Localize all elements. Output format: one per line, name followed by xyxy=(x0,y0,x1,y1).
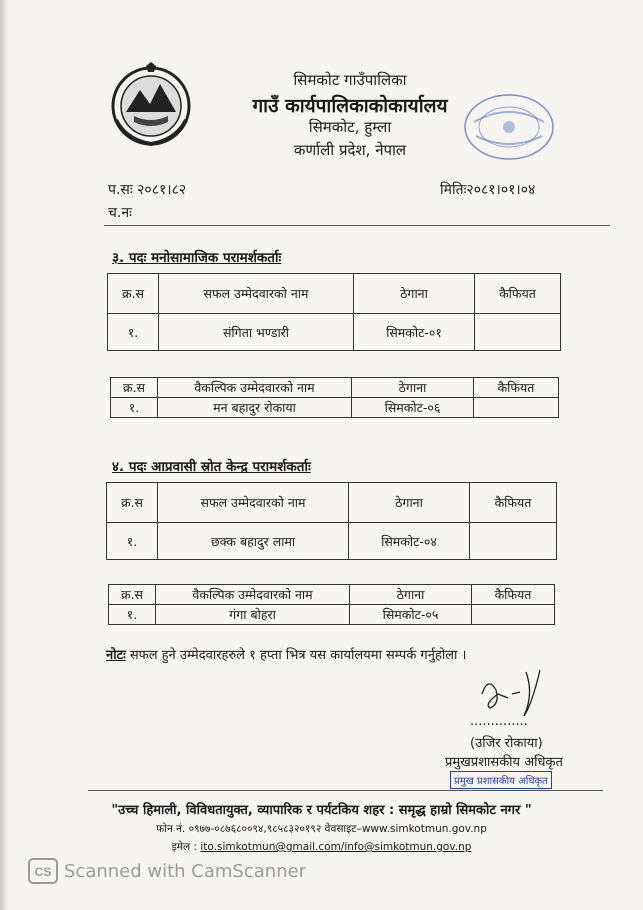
designation-stamp: प्रमुख प्रशासकीय अधिकृत xyxy=(450,771,552,789)
municipality-name: सिमकोट गाउँपालिका xyxy=(293,71,407,89)
table-cell: सिमकोट-०५ xyxy=(350,605,472,625)
table-header: कैफियत xyxy=(474,378,559,398)
table-header: क्र.स xyxy=(111,378,158,398)
note-label: नोटः xyxy=(106,648,126,663)
svg-text:CS: CS xyxy=(34,865,52,879)
table-header-row xyxy=(107,483,557,523)
table-header: वैकल्पिक उम्मेदवारको नाम xyxy=(156,585,350,605)
successful-candidates-table xyxy=(106,482,557,560)
table-header: ठेगाना xyxy=(349,483,470,523)
table-cell xyxy=(475,314,561,351)
table-header-row xyxy=(108,274,561,314)
alternate-candidates-table xyxy=(108,584,555,625)
table-row xyxy=(108,314,561,351)
scan-edge-shadow xyxy=(0,0,8,910)
table-cell: सिमकोट-०६ xyxy=(352,398,474,418)
scanner-watermark-text: Scanned with CamScanner xyxy=(64,861,307,882)
province-address: कर्णाली प्रदेश, नेपाल xyxy=(293,141,407,159)
note-text: सफल हुने उम्मेदवारहरुले १ हप्ता भित्र यस कार्यालयमा सम्पर्क गर्नुहोला । xyxy=(125,648,467,663)
table-cell xyxy=(472,605,555,625)
table-header: ठेगाना xyxy=(352,378,474,398)
header-divider xyxy=(104,225,610,226)
office-address: सिमकोट, हुम्ला xyxy=(308,118,392,136)
table-cell: १. xyxy=(108,314,159,351)
table-header: सफल उम्मेदवारको नाम xyxy=(159,274,354,314)
letter-number: प.सः २०८१।८२ xyxy=(108,182,187,198)
signature-line: .............. xyxy=(470,714,528,729)
table-row xyxy=(107,523,557,560)
email-link[interactable]: ito.simkotmun@gmail.com/info@simkotmun.gov.np xyxy=(200,841,472,853)
table-cell: १. xyxy=(111,398,158,418)
table-cell: १. xyxy=(107,523,158,560)
signatory-name: (उजिर रोकाया) xyxy=(470,736,543,751)
office-title: गाउँ कार्यपालिकाकोकार्यालय xyxy=(252,95,448,117)
nepal-emblem-logo xyxy=(106,60,196,148)
note-paragraph xyxy=(106,645,466,663)
table-cell: सिमकोट-०१ xyxy=(354,314,475,351)
table-cell: मन बहादुर रोकाया xyxy=(158,398,352,418)
camscanner-icon xyxy=(28,858,58,884)
table-cell xyxy=(474,398,559,418)
table-row xyxy=(111,398,559,418)
footer-email xyxy=(0,840,643,854)
successful-candidates-table xyxy=(107,273,561,351)
footer-contact: फोन नं. ०९७७-०८७६८००९४,९८५८३२०१९२ वेवसाइट–www.simkotmun.gov.np xyxy=(156,823,487,835)
table-header: क्र.स xyxy=(108,274,159,314)
footer-motto: "उच्च हिमाली, विविधतायुक्त, व्यापारिक र पर्यटकिय शहर : समृद्ध हाम्रो सिमकोट नगर " xyxy=(111,803,532,818)
table-header: ठेगाना xyxy=(354,274,475,314)
table-cell: गंगा बोहरा xyxy=(156,605,350,625)
table-row xyxy=(109,605,555,625)
footer-divider xyxy=(88,790,603,791)
table-header: ठेगाना xyxy=(350,585,472,605)
table-header-row xyxy=(111,378,559,398)
table-cell xyxy=(470,523,557,560)
table-cell: संगिता भण्डारी xyxy=(159,314,354,351)
table-cell: छक्क बहादुर लामा xyxy=(158,523,349,560)
alternate-candidates-table xyxy=(110,377,559,418)
signatory-title: प्रमुखप्रशासकीय अधिकृत xyxy=(445,755,563,770)
table-header: कैफियत xyxy=(472,585,555,605)
table-header: सफल उम्मेदवारको नाम xyxy=(158,483,349,523)
email-label: इमेल : xyxy=(171,841,198,853)
table-cell: १. xyxy=(109,605,156,625)
table-cell: सिमकोट-०४ xyxy=(349,523,470,560)
letter-date: मितिः२०८१।०१।०४ xyxy=(440,182,536,198)
table-header: कैफियत xyxy=(470,483,557,523)
table-header-row xyxy=(109,585,555,605)
table-header: वैकल्पिक उम्मेदवारको नाम xyxy=(158,378,352,398)
section-title: ४. पदः आप्रवासी स्रोत केन्द्र परामर्शकर्ताः xyxy=(112,459,311,475)
office-seal-stamp xyxy=(462,92,556,162)
dispatch-number: च.नः xyxy=(108,205,132,221)
table-header: क्र.स xyxy=(109,585,156,605)
section-title: ३. पदः मनोसामाजिक परामर्शकर्ताः xyxy=(112,250,282,266)
table-header: क्र.स xyxy=(107,483,158,523)
table-header: कैफियत xyxy=(475,274,561,314)
